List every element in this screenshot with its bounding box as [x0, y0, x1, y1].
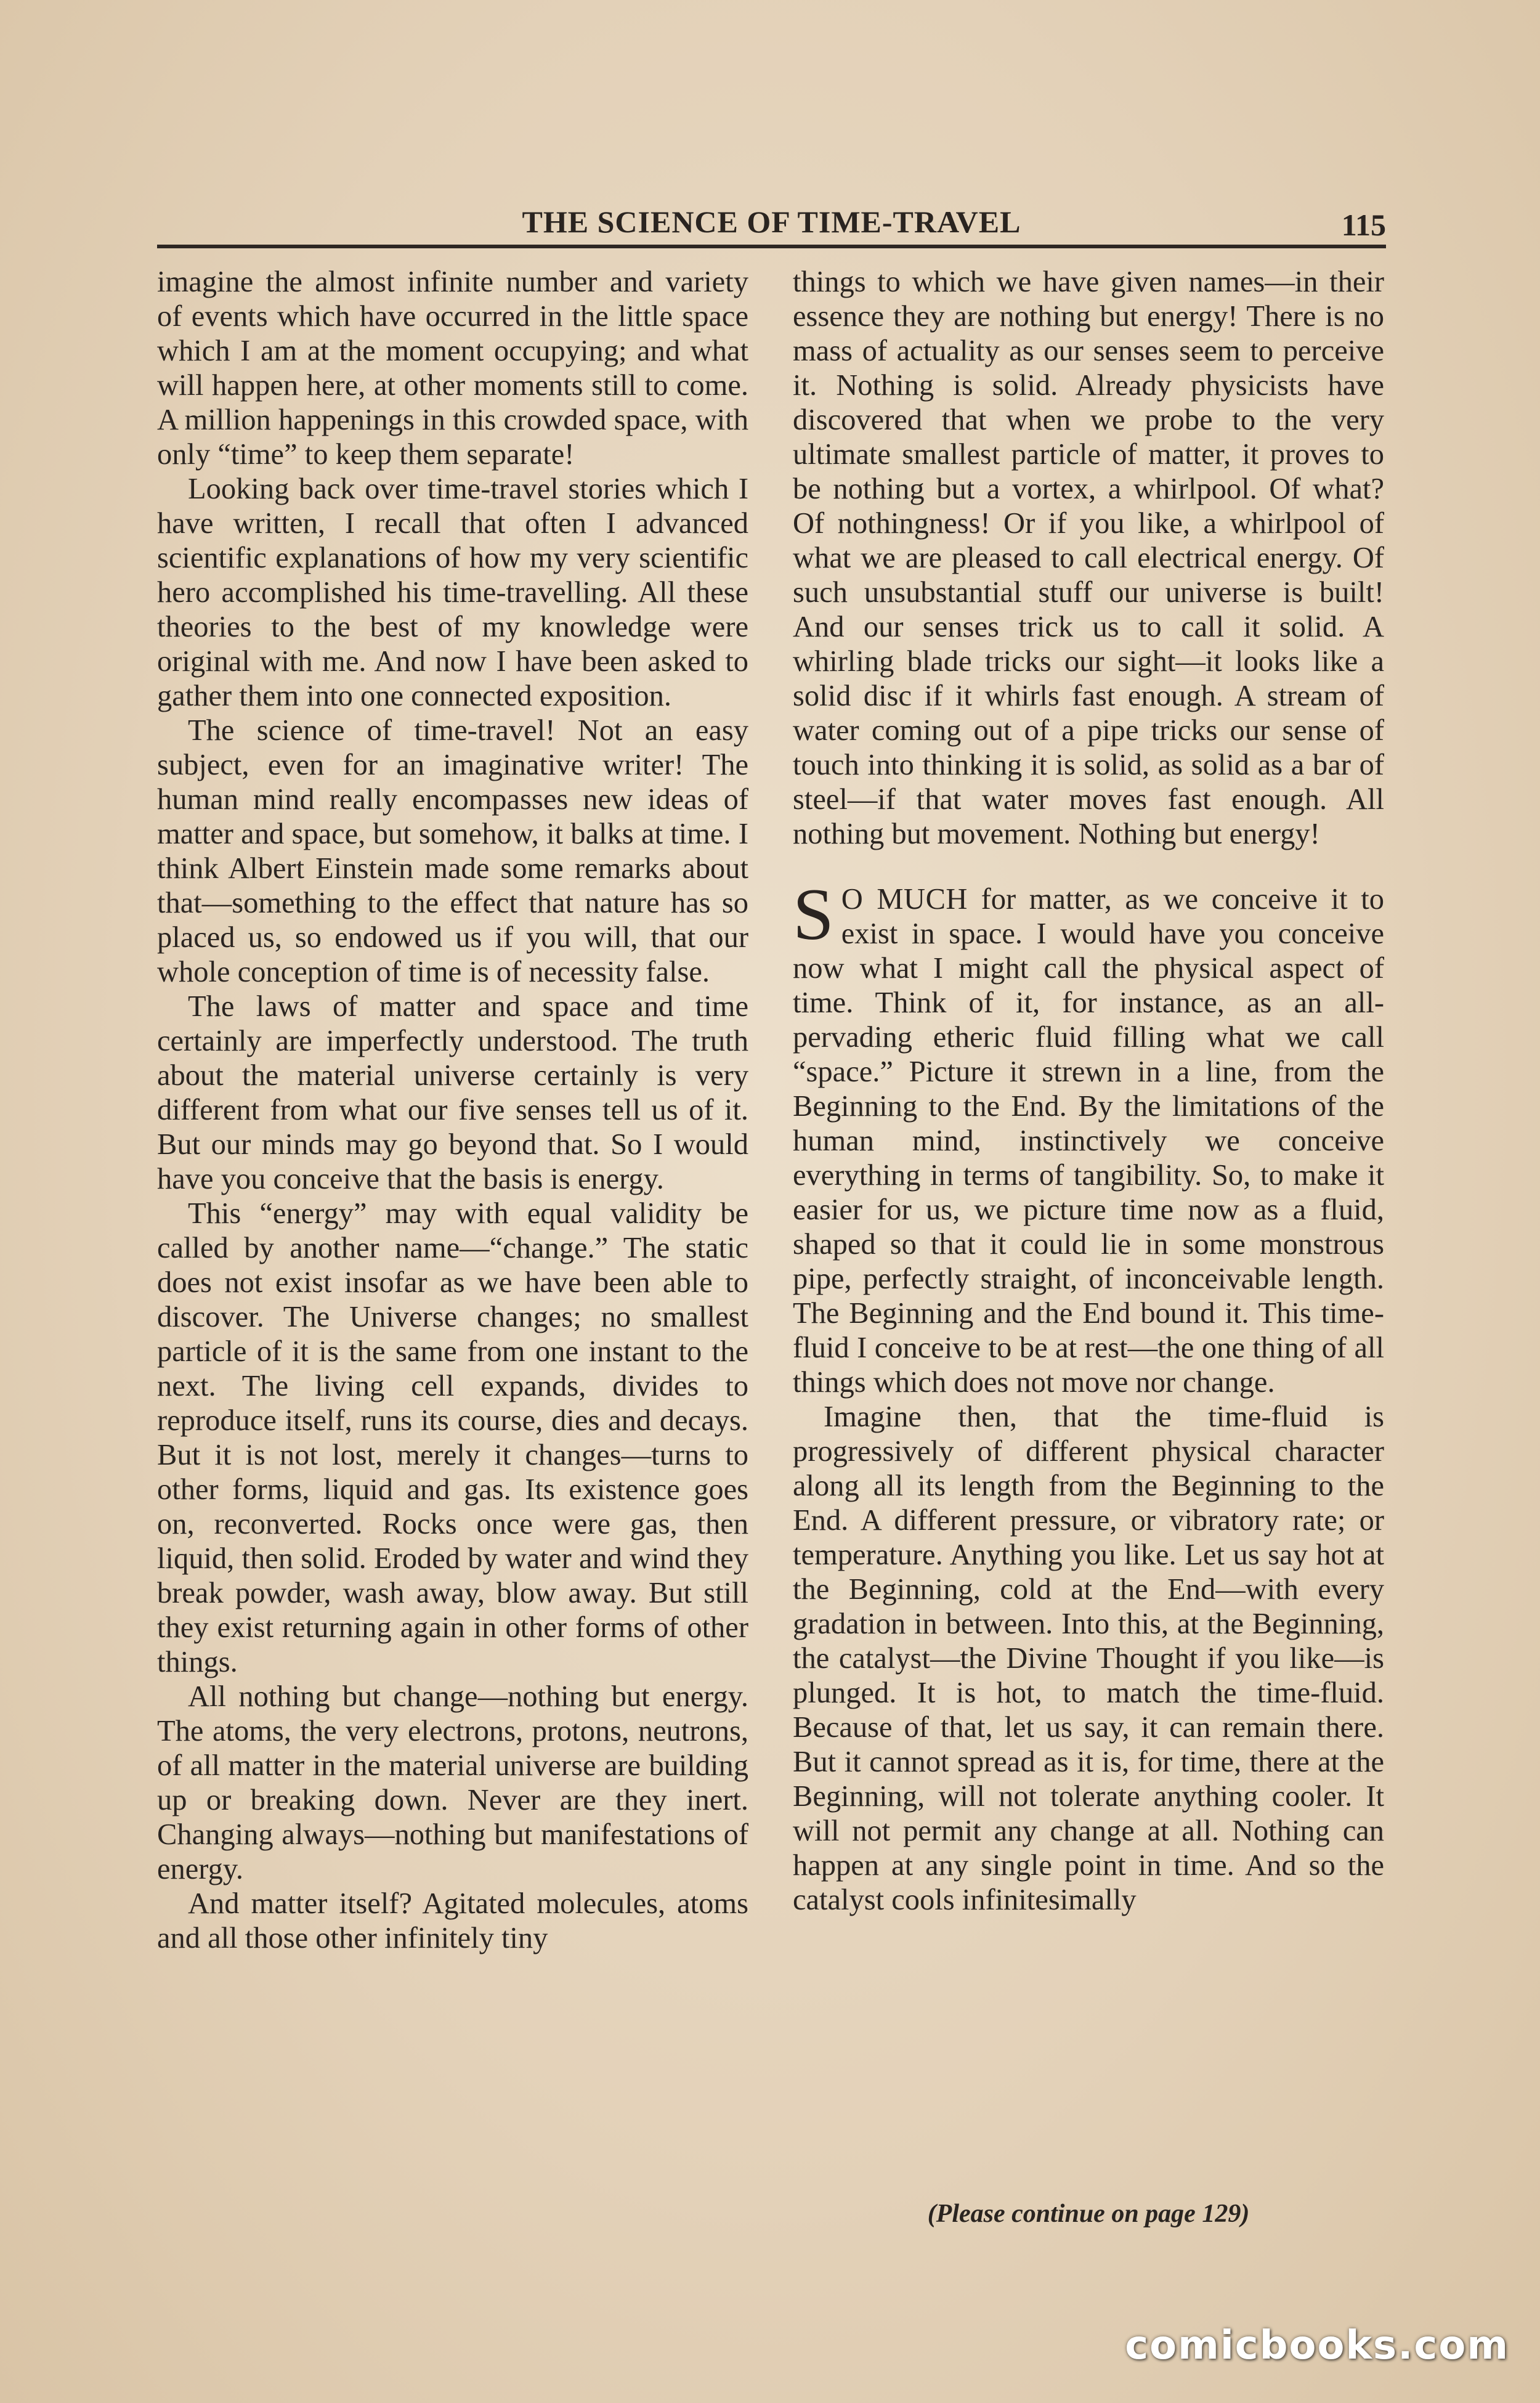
left-column: [157, 265, 748, 1956]
paragraph: things to which we have given names—in their essence they are nothing but energy! There is no mass of actuality as our senses seem to perceive it. Nothing is solid. Already physicists have discovered that when we probe to the very ultimate smallest particle of matter, it proves to be nothing but a vortex, a whirlpool. Of what? Of nothingness! Or if you like, a whirlpool of what we are pleased to call electrical energy. Of such unsubstantial stuff our universe is built! And our senses trick us to call it solid. A whirling blade tricks our sight—it looks like a solid disc if it whirls fast enough. A stream of water coming out of a pipe tricks our sense of touch into thinking it is solid, as solid as a bar of steel—if that water moves fast enough. All nothing but movement. Nothing but energy!: [793, 266, 1384, 850]
paragraph: Looking back over time-travel stories which I have written, I recall that often I advanced scientific explanations of how my very scientific hero accomplished his time-travelling. All these theories to the best of my knowledge were original with me. And now I have been asked to gather them into one connected exposition.: [157, 473, 748, 712]
section-break: [793, 852, 1384, 882]
page-number: 115: [1341, 208, 1386, 242]
paragraph-text: for matter, as we conceive it to exist in space. I would have you conceive now what I might call the physical aspect of time. Think of it, for instance, as an all-pervading etheric fluid filling what we call “space.” Picture it strewn in a line, from the Beginning to the End. By the limitations of the human mind, instinctively we conceive everything in terms of tangibility. So, to make it easier for us, we picture time now as a fluid, shaped so that it could lie in some monstrous pipe, perfectly straight, of inconceivable length. The Beginning and the End bound it. This time-fluid I conceive to be at rest—the one thing of all things which does not move nor change.: [793, 883, 1384, 1399]
section-opening-paragraph: [793, 873, 1384, 1400]
watermark: comicbooks.com: [1125, 2323, 1509, 2368]
paragraph: All nothing but change—nothing but energy. The atoms, the very electrons, protons, neutrons, of all matter in the material universe are building up or breaking down. Never are they inert. Changing always—nothing but manifestations of energy.: [157, 1680, 748, 1885]
drop-cap: S: [793, 873, 834, 955]
right-column: [793, 265, 1384, 1917]
page-header: [157, 200, 1386, 243]
paragraph: The laws of matter and space and time certainly are imperfectly understood. The truth about the material universe certainly is very different from what our five senses tell us of it. But our minds may go beyond that. So I would have you conceive that the basis is energy.: [157, 990, 748, 1195]
continuation-note: (Please continue on page 129): [927, 2200, 1250, 2228]
running-title: THE SCIENCE OF TIME-TRAVEL: [522, 205, 1021, 239]
paragraph: And matter itself? Agitated molecules, atoms and all those other infinitely tiny: [157, 1887, 748, 1954]
paragraph: The science of time-travel! Not an easy subject, even for an imaginative writer! The human mind really encompasses new ideas of matter and space, but somehow, it balks at time. I think Albert Einstein made some remarks about that—something to the effect that nature has so placed us, so endowed us if you will, that our whole conception of time is of necessity false.: [157, 714, 748, 988]
lead-in: O MUCH: [841, 883, 968, 916]
paragraph: imagine the almost infinite number and variety of events which have occurred in the little space which I am at the moment occupying; and what will happen here, at other moments still to come. A million happenings in this crowded space, with only “time” to keep them separate!: [157, 266, 748, 471]
header-rule: [157, 245, 1386, 248]
paragraph: This “energy” may with equal validity be called by another name—“change.” The static does not exist insofar as we have been able to discover. The Universe changes; no smallest particle of it is the same from one instant to the next. The living cell expands, divides to reproduce itself, runs its course, dies and decays. But it is not lost, merely it changes—turns to other forms, liquid and gas. Its existence goes on, reconverted. Rocks once were gas, then liquid, then solid. Eroded by water and wind they break powder, wash away, blow away. But still they exist returning again in other forms of other things.: [157, 1197, 748, 1678]
paragraph: Imagine then, that the time-fluid is progressively of different physical character along all its length from the Beginning to the End. A different pressure, or vibratory rate; or temperature. Anything you like. Let us say hot at the Beginning, cold at the End—with every gradation in between. Into this, at the Beginning, the catalyst—the Divine Thought if you like—is plunged. It is hot, to match the time-fluid. Because of that, let us say, it can remain there. But it cannot spread as it is, for time, there at the Beginning, will not tolerate anything cooler. It will not permit any change at all. Nothing can happen at any single point in time. And so the catalyst cools infinitesimally: [793, 1401, 1384, 1916]
